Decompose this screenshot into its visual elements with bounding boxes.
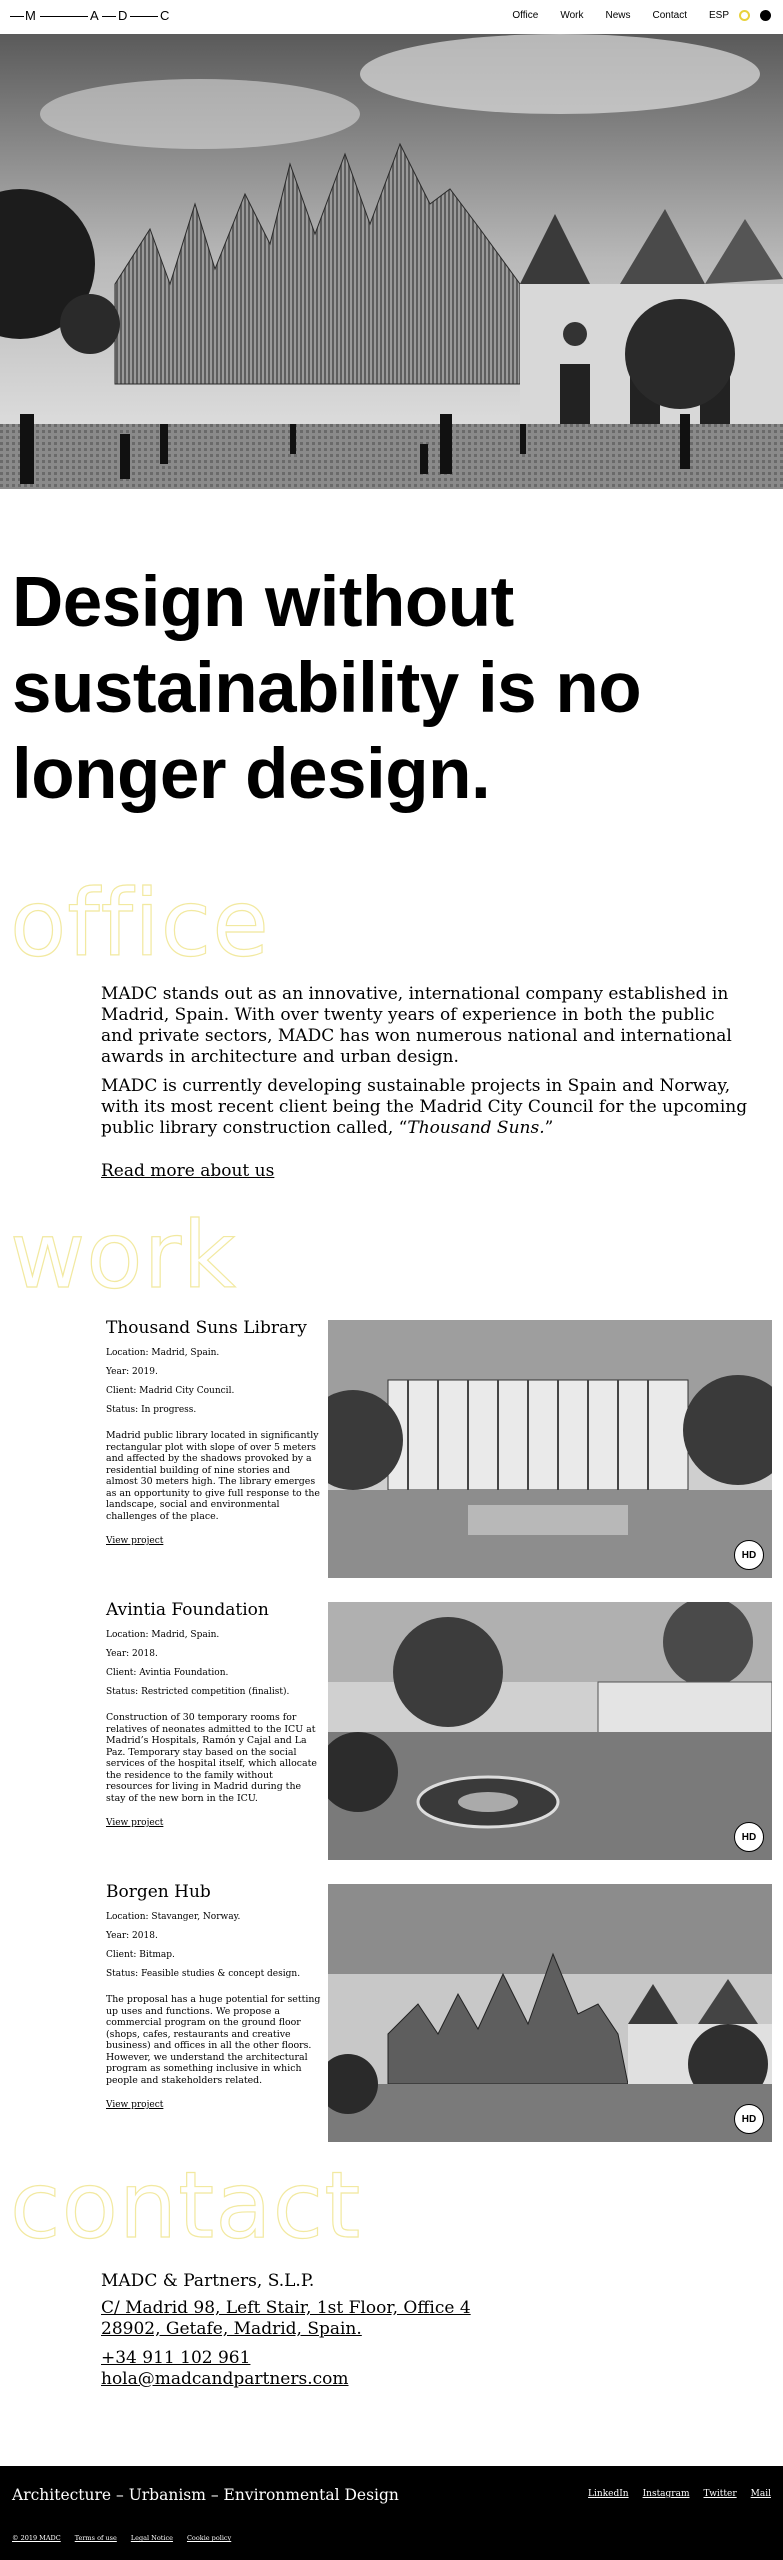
legal-links xyxy=(12,2534,231,2542)
address-line-1[interactable]: C/ Madrid 98, Left Stair, 1st Floor, Office 4 xyxy=(101,2298,471,2318)
cookie-policy-link[interactable]: Cookie policy xyxy=(186,2534,232,2542)
project-client: Client: Madrid City Council. xyxy=(106,1386,235,1396)
hd-badge[interactable]: HD xyxy=(734,2104,764,2134)
logo-letter-d: D xyxy=(118,8,128,23)
site-footer xyxy=(0,2466,783,2560)
twitter-link[interactable]: Twitter xyxy=(703,2489,737,2499)
logo-letter-m: M xyxy=(25,8,36,23)
copyright-text: © 2019 MADC xyxy=(12,2534,61,2542)
hero-architecture-illustration-icon xyxy=(0,34,783,489)
library-illustration-icon xyxy=(328,1320,772,1578)
mail-link[interactable]: Mail xyxy=(750,2489,771,2499)
contact-section-title: contact xyxy=(10,2152,362,2259)
phone-link[interactable]: +34 911 102 961 xyxy=(101,2348,251,2368)
foundation-garden-illustration-icon xyxy=(328,1602,772,1860)
project-year: Year: 2018. xyxy=(106,1931,158,1941)
project-description: Construction of 30 temporary rooms for relatives of neonates admitted to the ICU at Madrid’s Hospitals, Ramón y Cajal and La Paz. Temporary stay based on the social services of the hospital itself, which allocate the residence to the family without resources for living in Madrid during the stay of the new born in the ICU. xyxy=(106,1712,317,1804)
project-info xyxy=(106,1318,321,1547)
hub-architecture-illustration-icon xyxy=(328,1884,772,2142)
office-paragraph-1: MADC stands out as an innovative, international company established in Madrid, Spain. With over twenty years of experience in both the public and private sectors, MADC has won numerous national and international awards in architecture and urban design. xyxy=(101,984,732,1067)
instagram-link[interactable]: Instagram xyxy=(642,2489,690,2499)
project-location: Location: Madrid, Spain. xyxy=(106,1348,220,1358)
logo-line xyxy=(130,16,158,17)
project-client: Client: Avintia Foundation. xyxy=(106,1668,229,1678)
contact-section xyxy=(101,2270,471,2390)
project-status: Status: Restricted competition (finalist). xyxy=(106,1687,290,1697)
project-image[interactable] xyxy=(328,1602,772,1860)
project-location: Location: Madrid, Spain. xyxy=(106,1630,220,1640)
project-info xyxy=(106,1882,321,2111)
project-year: Year: 2019. xyxy=(106,1367,158,1377)
logo-line xyxy=(102,16,116,17)
social-links xyxy=(588,2489,771,2499)
logo-line xyxy=(10,16,24,17)
project-title[interactable]: Thousand Suns Library xyxy=(106,1318,307,1338)
linkedin-link[interactable]: LinkedIn xyxy=(588,2489,629,2499)
tagline-heading: Design without sustainability is no longer design. xyxy=(12,563,642,814)
office-paragraph-2-close: ” xyxy=(544,1118,554,1138)
project-status: Status: Feasible studies & concept design. xyxy=(106,1969,301,1979)
dark-theme-toggle-icon[interactable] xyxy=(760,10,771,21)
hd-badge[interactable]: HD xyxy=(734,1822,764,1852)
view-project-link[interactable]: View project xyxy=(106,1536,164,1546)
project-title[interactable]: Avintia Foundation xyxy=(106,1600,269,1620)
nav-item-contact[interactable]: Contact xyxy=(652,10,687,21)
legal-notice-link[interactable]: Legal Notice xyxy=(130,2534,173,2542)
madc-logo[interactable] xyxy=(10,6,170,26)
project-name-emphasis: Thousand Suns. xyxy=(407,1118,545,1138)
read-more-link[interactable]: Read more about us xyxy=(101,1161,275,1181)
office-section-title: office xyxy=(10,870,270,977)
email-link[interactable]: hola@madcandpartners.com xyxy=(101,2369,349,2389)
site-header xyxy=(0,0,783,34)
project-description: The proposal has a huge potential for setting up uses and functions. We propose a commercial program on the ground floor (shops, cafes, restaurants and creative business) and offices in all the other floors. However, we understand the architectural program as something inclusive in which people and stakeholders related. xyxy=(106,1994,321,2086)
office-paragraph-2-text: MADC is currently developing sustainable projects in Spain and Norway, with its most recent client being the Madrid City Council for the upcoming public library construction called, “ xyxy=(101,1076,748,1138)
light-theme-toggle-icon[interactable] xyxy=(739,10,750,21)
project-info xyxy=(106,1600,321,1829)
project-client: Client: Bitmap. xyxy=(106,1950,175,1960)
hero-image xyxy=(0,34,783,489)
company-name: MADC & Partners, S.L.P. xyxy=(101,2271,315,2291)
address-line-2[interactable]: 28902, Getafe, Madrid, Spain. xyxy=(101,2319,362,2339)
project-year: Year: 2018. xyxy=(106,1649,158,1659)
logo-line xyxy=(40,16,88,17)
terms-link[interactable]: Terms of use xyxy=(74,2534,117,2542)
project-description: Madrid public library located in significantly rectangular plot with slope of over 5 meters and affected by the shadows provoked by a residential building of nine stories and almost 30 meters high. The library emerges as an opportunity to give full response to the landscape, social and environmental challenges of the place. xyxy=(106,1430,320,1522)
language-switch[interactable]: ESP xyxy=(708,10,729,21)
office-section-text xyxy=(101,984,751,1182)
nav-item-news[interactable]: News xyxy=(605,10,631,21)
view-project-link[interactable]: View project xyxy=(106,1818,164,1828)
main-nav xyxy=(490,10,771,21)
logo-letter-a: A xyxy=(90,8,99,23)
project-title[interactable]: Borgen Hub xyxy=(106,1882,211,1902)
project-status: Status: In progress. xyxy=(106,1405,197,1415)
project-image[interactable] xyxy=(328,1884,772,2142)
nav-item-office[interactable]: Office xyxy=(512,10,539,21)
footer-claim: Architecture – Urbanism – Environmental Design xyxy=(12,2486,399,2504)
view-project-link[interactable]: View project xyxy=(106,2100,164,2110)
project-image[interactable] xyxy=(328,1320,772,1578)
project-location: Location: Stavanger, Norway. xyxy=(106,1912,241,1922)
work-section-title: work xyxy=(10,1202,237,1309)
hd-badge[interactable]: HD xyxy=(734,1540,764,1570)
nav-item-work[interactable]: Work xyxy=(560,10,584,21)
logo-letter-c: C xyxy=(160,8,170,23)
office-paragraph-2 xyxy=(101,1076,751,1139)
